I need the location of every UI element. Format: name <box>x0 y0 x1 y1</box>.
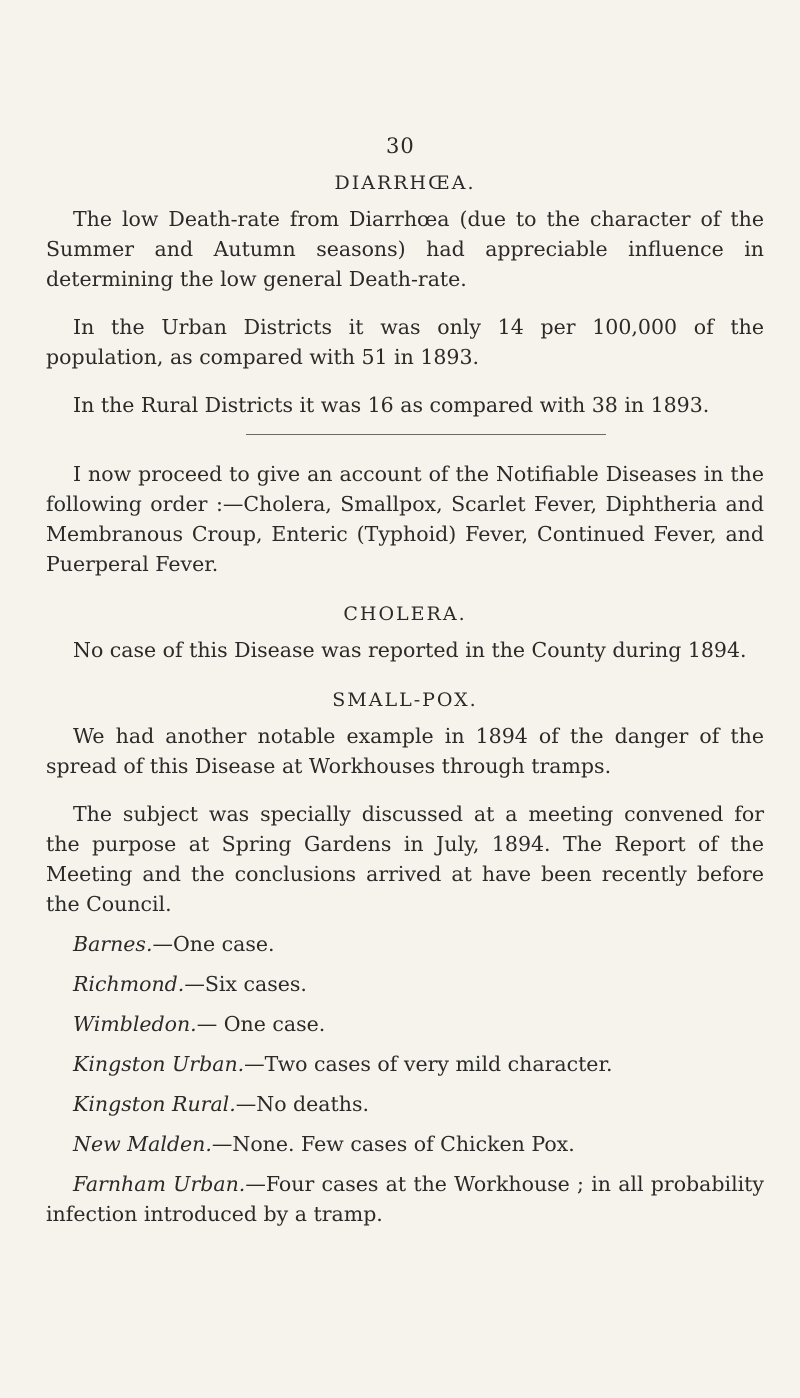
section-cholera <box>46 603 764 665</box>
district-note: — One case. <box>196 1012 326 1036</box>
section-heading: CHOLERA. <box>343 603 467 625</box>
district-name: Kingston Rural. <box>73 1092 236 1116</box>
section-diarrhoea <box>46 172 764 435</box>
list-item <box>46 1169 764 1229</box>
section-smallpox <box>46 689 764 1229</box>
district-note: —Two cases of very mild character. <box>244 1052 613 1076</box>
section-heading: DIARRHŒA. <box>334 172 476 194</box>
list-item <box>46 1089 764 1119</box>
district-name: New Malden. <box>73 1132 212 1156</box>
paragraph: We had another notable example in 1894 of the danger of the spread of this Disease at Workhouses through tramps. <box>46 724 764 778</box>
page-content <box>46 168 764 1229</box>
district-list <box>46 929 764 1229</box>
district-name: Richmond. <box>73 972 185 996</box>
list-item <box>46 1009 764 1039</box>
section-heading: SMALL-POX. <box>332 689 478 711</box>
section-intro <box>46 459 764 579</box>
paragraph: No case of this Disease was reported in the County during 1894. <box>73 638 747 662</box>
page-number: 30 <box>386 134 415 158</box>
paragraph: The low Death-rate from Diarrhœa (due to the character of the Summer and Autumn seasons) had appreciable influence in determining the low general Death-rate. <box>46 207 764 291</box>
district-note: —Four cases at the Workhouse ; in all probability infection introduced by a tramp. <box>46 1172 764 1226</box>
paragraph: In the Rural Districts it was 16 as compared with 38 in 1893. <box>73 393 710 417</box>
paragraph: In the Urban Districts it was only 14 per 100,000 of the population, as compared with 51 in 1893. <box>46 315 764 369</box>
list-item <box>46 969 764 999</box>
paragraph: I now proceed to give an account of the Notifiable Diseases in the following order :—Cholera, Smallpox, Scarlet Fever, Diphtheria and Membranous Croup, Enteric (Typhoid) Fever, Continued Fever, and Puerperal Fever. <box>46 462 764 576</box>
paragraph: The subject was specially discussed at a meeting convened for the purpose at Spring Gardens in July, 1894. The Report of the Meeting and the conclusions arrived at have been recently before the Council. <box>46 802 764 916</box>
district-note: —Six cases. <box>184 972 307 996</box>
list-item <box>46 1049 764 1079</box>
district-note: —None. Few cases of Chicken Pox. <box>211 1132 575 1156</box>
section-divider <box>246 434 606 435</box>
list-item <box>46 929 764 959</box>
district-note: —No deaths. <box>235 1092 369 1116</box>
list-item <box>46 1129 764 1159</box>
district-note: —One case. <box>152 932 275 956</box>
district-name: Barnes. <box>73 932 153 956</box>
district-name: Farnham Urban. <box>73 1172 246 1196</box>
district-name: Kingston Urban. <box>73 1052 245 1076</box>
district-name: Wimbledon. <box>73 1012 197 1036</box>
